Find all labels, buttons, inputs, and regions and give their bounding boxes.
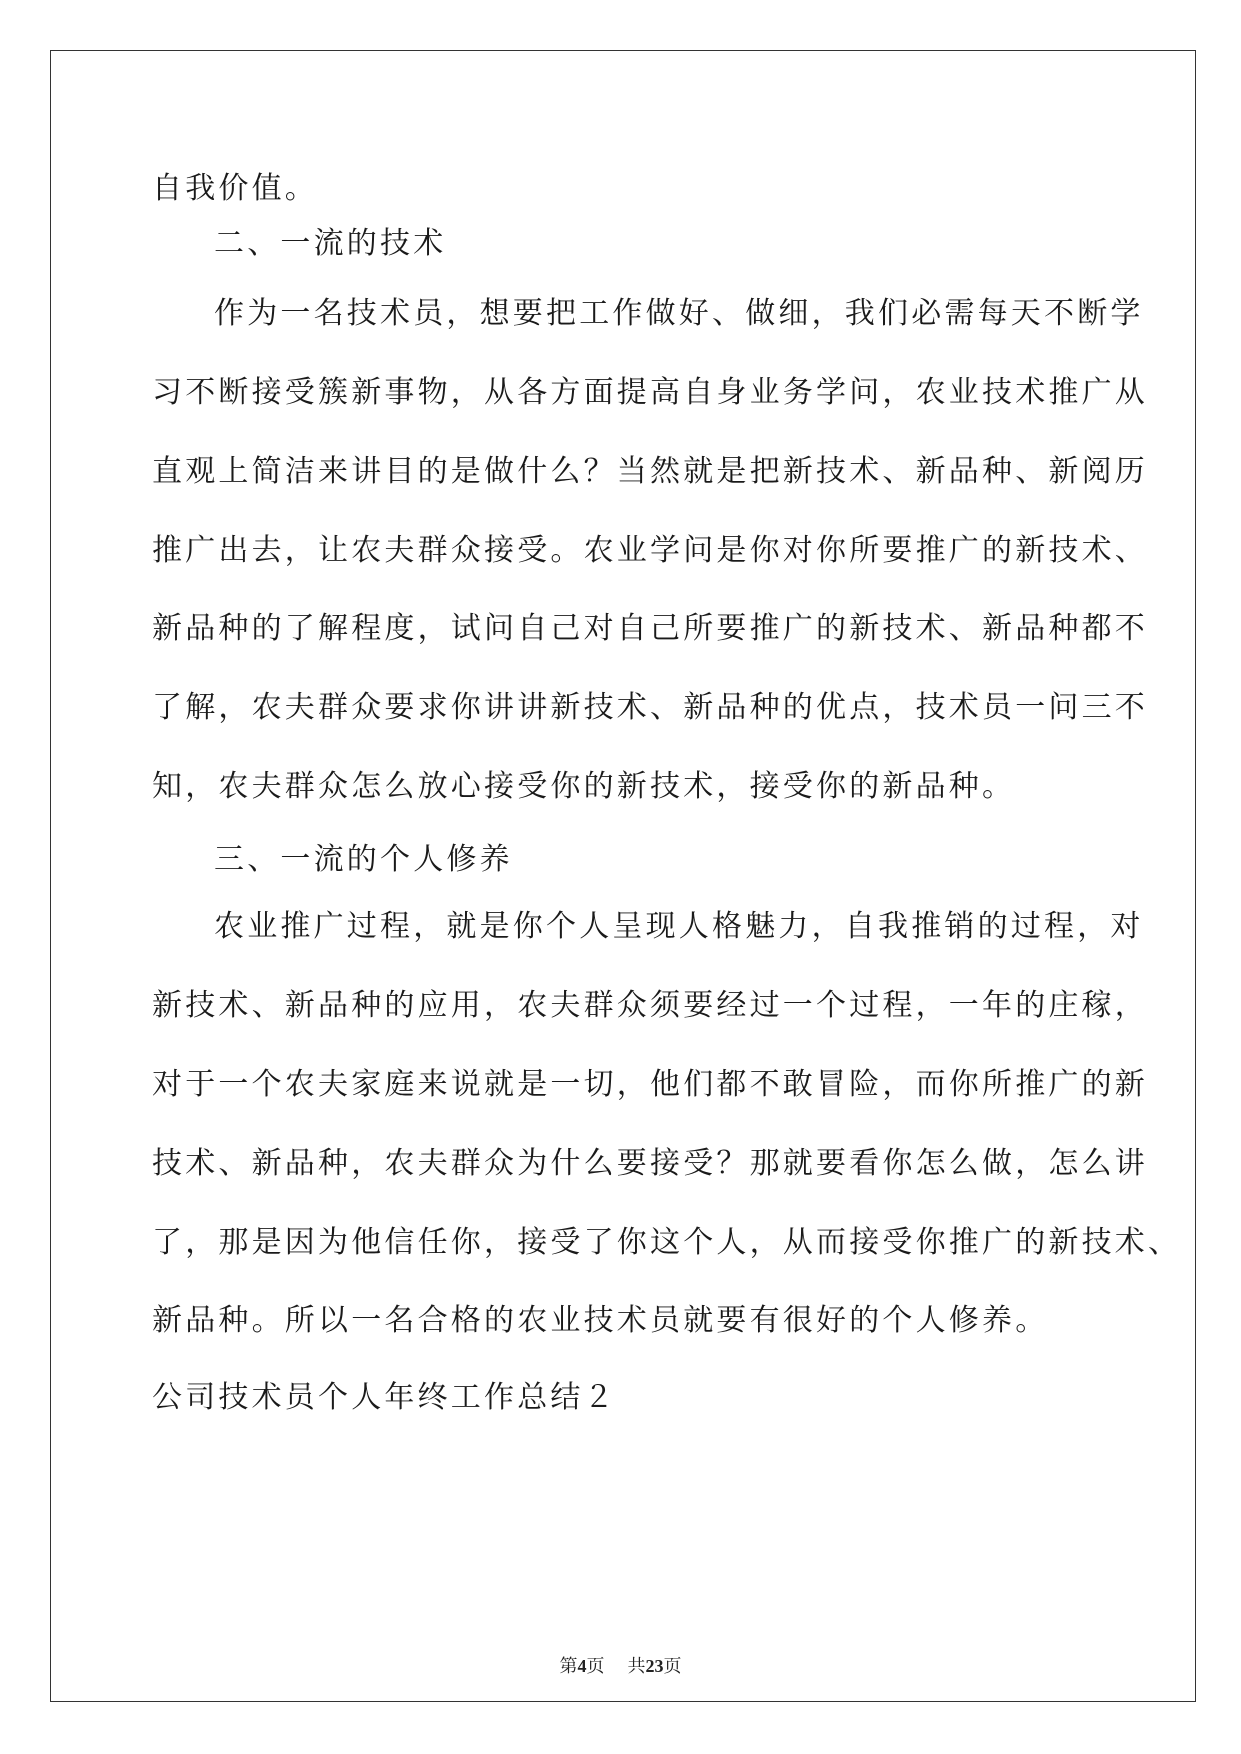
paragraph-line: 知，农夫群众怎么放心接受你的新技术，接受你的新品种。 <box>152 769 1016 804</box>
paragraph-line: 了解，农夫群众要求你讲讲新技术、新品种的优点，技术员一问三不 <box>152 690 1148 725</box>
paragraph-line: 直观上简洁来讲目的是做什么？当然就是把新技术、新品种、新阅历 <box>152 454 1148 489</box>
paragraph-line: 自我价值。 <box>152 171 318 206</box>
paragraph-line: 农业推广过程，就是你个人呈现人格魅力，自我推销的过程，对 <box>214 909 1144 944</box>
footer-total-suffix: 页 <box>663 1656 682 1677</box>
current-page-number: 4 <box>577 1656 587 1676</box>
paragraph-line: 对于一个农夫家庭来说就是一切，他们都不敢冒险，而你所推广的新 <box>152 1067 1148 1102</box>
paragraph-line: 了，那是因为他信任你，接受了你这个人，从而接受你推广的新技术、 <box>152 1225 1182 1260</box>
document-title: 公司技术员个人年终工作总结２ <box>152 1380 617 1415</box>
paragraph-line: 新技术、新品种的应用，农夫群众须要经过一个过程，一年的庄稼， <box>152 988 1148 1023</box>
paragraph-line: 作为一名技术员，想要把工作做好、做细，我们必需每天不断学 <box>214 296 1144 331</box>
paragraph-line: 新品种。所以一名合格的农业技术员就要有很好的个人修养。 <box>152 1303 1049 1338</box>
footer-prefix: 第 <box>559 1656 578 1677</box>
paragraph-line: 习不断接受簇新事物，从各方面提高自身业务学问，农业技术推广从 <box>152 375 1148 410</box>
page-footer <box>0 1654 1241 1679</box>
footer-total-prefix: 共 <box>627 1656 646 1677</box>
total-page-count: 23 <box>645 1656 664 1676</box>
section-heading: 三、一流的个人修养 <box>214 842 513 877</box>
section-heading: 二、一流的技术 <box>214 226 447 261</box>
paragraph-line: 推广出去，让农夫群众接受。农业学问是你对你所要推广的新技术、 <box>152 533 1148 568</box>
footer-page-suffix: 页 <box>586 1656 605 1677</box>
paragraph-line: 新品种的了解程度，试问自己对自己所要推广的新技术、新品种都不 <box>152 611 1148 646</box>
paragraph-line: 技术、新品种，农夫群众为什么要接受？那就要看你怎么做，怎么讲 <box>152 1146 1148 1181</box>
